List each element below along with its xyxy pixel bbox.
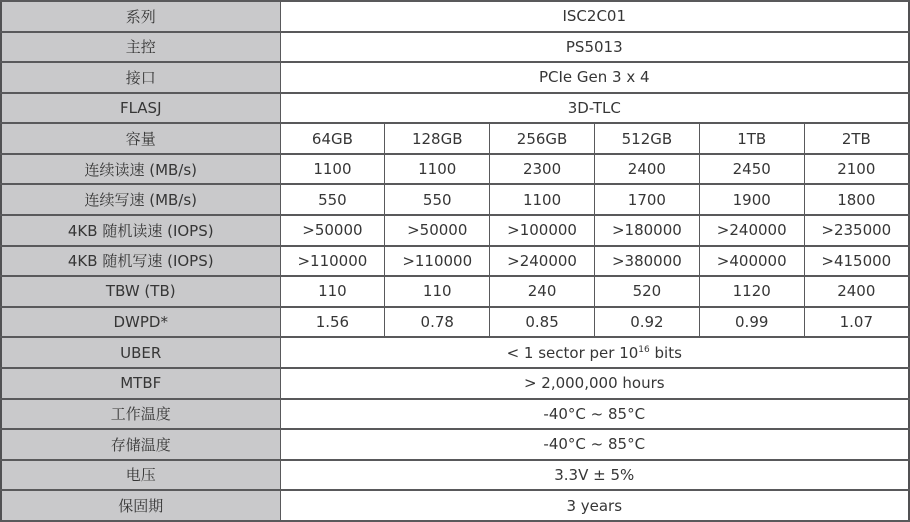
- table-row-seq-read: [1, 154, 909, 185]
- capacity-cell: 2TB: [804, 123, 909, 154]
- table-row-random-read: [1, 215, 909, 246]
- tbw-cell: 2400: [804, 276, 909, 307]
- tbw-cell: 1120: [699, 276, 804, 307]
- row-label-random-write: 4KB 随机写速 (IOPS): [1, 246, 280, 277]
- dwpd-cell: 0.85: [490, 307, 595, 338]
- row-label-mtbf: MTBF: [1, 368, 280, 399]
- tbw-cell: 110: [385, 276, 490, 307]
- table-row-series: [1, 1, 909, 32]
- seq-read-cell: 2400: [594, 154, 699, 185]
- table-row-controller: [1, 32, 909, 63]
- table-row-interface: [1, 62, 909, 93]
- row-label-operating-temp: 工作温度: [1, 399, 280, 430]
- table-row-dwpd: [1, 307, 909, 338]
- uber-value-exponent: 16: [638, 344, 650, 355]
- table-row-random-write: [1, 246, 909, 277]
- random-write-cell: >380000: [594, 246, 699, 277]
- row-value-series: ISC2C01: [280, 1, 909, 32]
- uber-value-suffix: bits: [649, 343, 682, 362]
- table-row-operating-temp: [1, 399, 909, 430]
- row-value-flash: 3D-TLC: [280, 93, 909, 124]
- table-row-capacity: [1, 123, 909, 154]
- row-label-tbw: TBW (TB): [1, 276, 280, 307]
- dwpd-cell: 1.07: [804, 307, 909, 338]
- table-row-mtbf: [1, 368, 909, 399]
- row-label-dwpd: DWPD*: [1, 307, 280, 338]
- row-label-random-read: 4KB 随机读速 (IOPS): [1, 215, 280, 246]
- capacity-cell: 1TB: [699, 123, 804, 154]
- seq-read-cell: 2450: [699, 154, 804, 185]
- table-row-storage-temp: [1, 429, 909, 460]
- uber-value-prefix: < 1 sector per 10: [506, 343, 639, 362]
- seq-read-cell: 1100: [385, 154, 490, 185]
- row-label-interface: 接口: [1, 62, 280, 93]
- row-value-operating-temp: -40°C ~ 85°C: [280, 399, 909, 430]
- seq-write-cell: 1800: [804, 184, 909, 215]
- row-label-capacity: 容量: [1, 123, 280, 154]
- table-row-warranty: [1, 490, 909, 521]
- table-row-tbw: [1, 276, 909, 307]
- random-write-cell: >415000: [804, 246, 909, 277]
- capacity-cell: 64GB: [280, 123, 385, 154]
- table-row-flash: [1, 93, 909, 124]
- dwpd-cell: 1.56: [280, 307, 385, 338]
- seq-read-cell: 2300: [490, 154, 595, 185]
- row-value-uber: [280, 337, 909, 368]
- dwpd-cell: 0.78: [385, 307, 490, 338]
- random-write-cell: >110000: [385, 246, 490, 277]
- random-write-cell: >240000: [490, 246, 595, 277]
- row-value-voltage: 3.3V ± 5%: [280, 460, 909, 491]
- table-row-seq-write: [1, 184, 909, 215]
- tbw-cell: 520: [594, 276, 699, 307]
- tbw-cell: 240: [490, 276, 595, 307]
- random-read-cell: >50000: [280, 215, 385, 246]
- seq-write-cell: 1100: [490, 184, 595, 215]
- row-label-controller: 主控: [1, 32, 280, 63]
- random-read-cell: >235000: [804, 215, 909, 246]
- seq-write-cell: 550: [385, 184, 490, 215]
- table-row-uber: [1, 337, 909, 368]
- row-value-storage-temp: -40°C ~ 85°C: [280, 429, 909, 460]
- random-read-cell: >240000: [699, 215, 804, 246]
- row-label-flash: FLASJ: [1, 93, 280, 124]
- random-read-cell: >100000: [490, 215, 595, 246]
- capacity-cell: 512GB: [594, 123, 699, 154]
- seq-write-cell: 1900: [699, 184, 804, 215]
- random-write-cell: >110000: [280, 246, 385, 277]
- seq-read-cell: 2100: [804, 154, 909, 185]
- row-label-voltage: 电压: [1, 460, 280, 491]
- row-label-series: 系列: [1, 1, 280, 32]
- dwpd-cell: 0.92: [594, 307, 699, 338]
- random-read-cell: >180000: [594, 215, 699, 246]
- row-label-uber: UBER: [1, 337, 280, 368]
- random-read-cell: >50000: [385, 215, 490, 246]
- tbw-cell: 110: [280, 276, 385, 307]
- seq-read-cell: 1100: [280, 154, 385, 185]
- row-value-mtbf: > 2,000,000 hours: [280, 368, 909, 399]
- seq-write-cell: 1700: [594, 184, 699, 215]
- capacity-cell: 256GB: [490, 123, 595, 154]
- row-label-seq-read: 连续读速 (MB/s): [1, 154, 280, 185]
- seq-write-cell: 550: [280, 184, 385, 215]
- row-label-seq-write: 连续写速 (MB/s): [1, 184, 280, 215]
- row-label-warranty: 保固期: [1, 490, 280, 521]
- row-label-storage-temp: 存储温度: [1, 429, 280, 460]
- dwpd-cell: 0.99: [699, 307, 804, 338]
- row-value-warranty: 3 years: [280, 490, 909, 521]
- row-value-interface: PCIe Gen 3 x 4: [280, 62, 909, 93]
- row-value-controller: PS5013: [280, 32, 909, 63]
- table-row-voltage: [1, 460, 909, 491]
- capacity-cell: 128GB: [385, 123, 490, 154]
- random-write-cell: >400000: [699, 246, 804, 277]
